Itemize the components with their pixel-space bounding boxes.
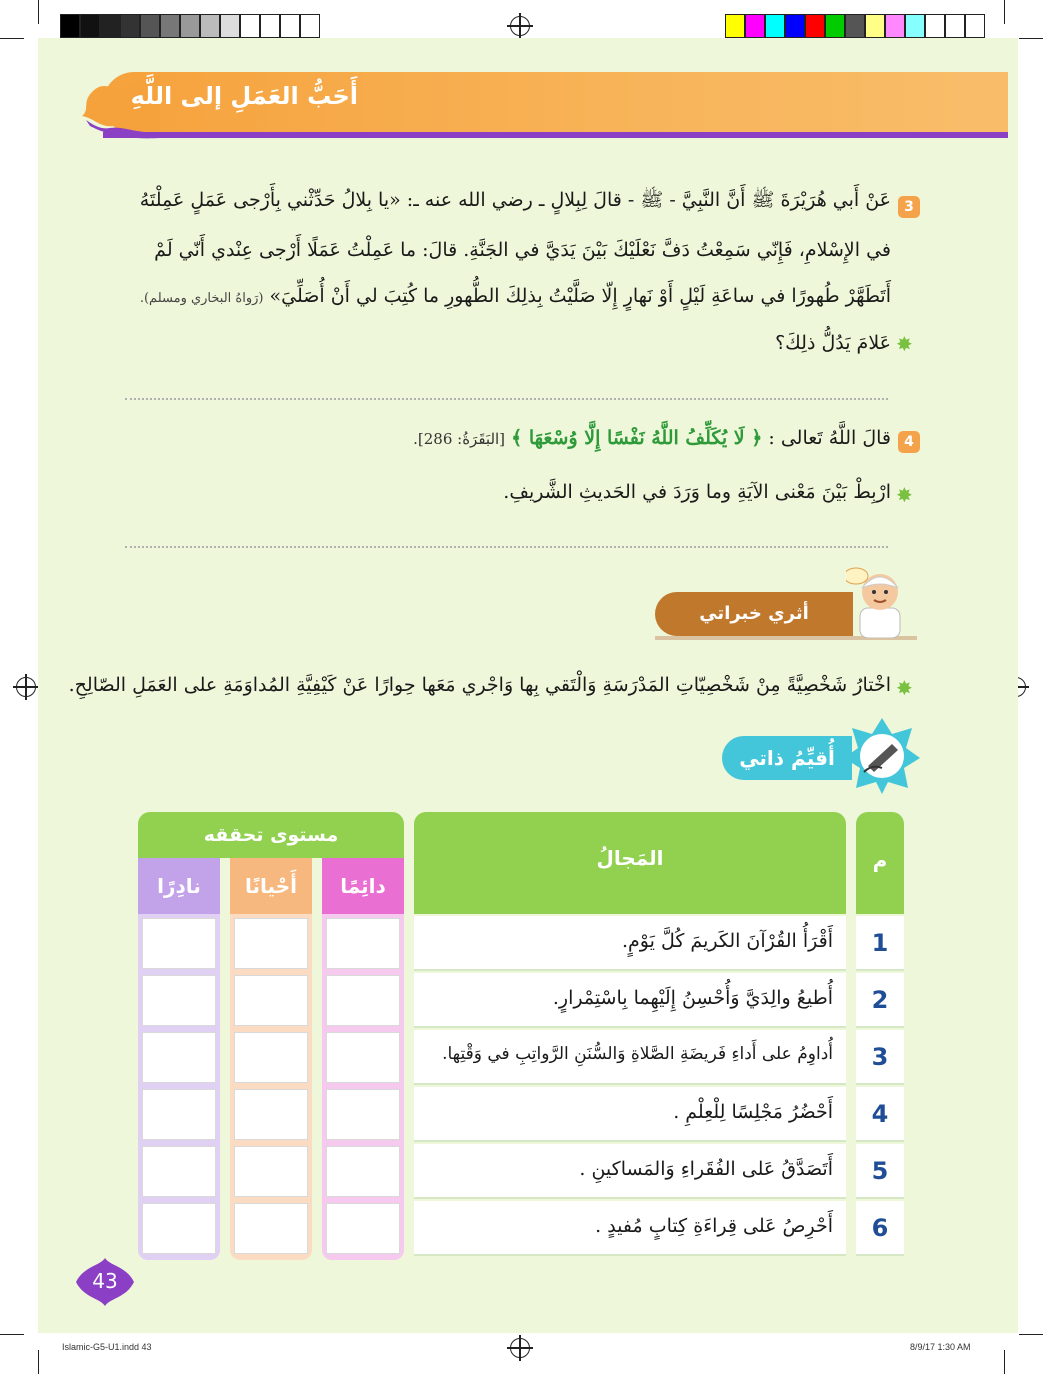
row-field-text: أَحْضُرُ مَجْلِسًا لِلْعِلْمِ . [673, 1101, 833, 1123]
checkbox-always[interactable] [326, 918, 400, 969]
self-evaluation-label: أُقيِّمُ ذاتي [722, 736, 852, 780]
level-always-header: دائِمًا [322, 858, 404, 914]
crop-mark [38, 0, 39, 24]
registration-mark-bottom [510, 1338, 530, 1358]
bullet-icon [896, 334, 916, 354]
verse-citation: [البَقَرَةُ: 286]. [413, 430, 506, 448]
level-header-text: مستوى تحققه [203, 824, 339, 846]
row-field-text: أُطيعُ والِدَيَّ وَأُحْسِنُ إِلَيْهِما بِاسْتِمْرارٍ. [552, 987, 833, 1009]
section-3-badge: 3 [898, 196, 920, 218]
checkbox-sometimes[interactable] [234, 1203, 308, 1254]
checkbox-always[interactable] [326, 1089, 400, 1140]
checkbox-always[interactable] [326, 1146, 400, 1197]
footer-file: Islamic-G5-U1.indd 43 [62, 1342, 152, 1352]
checkbox-sometimes[interactable] [234, 1032, 308, 1083]
lesson-banner [80, 72, 1008, 138]
hadith-citation: (رَواهُ البخاري ومسلم). [139, 291, 264, 306]
question-3: عَلامَ يَدُلُّ ذلِكَ؟ [775, 332, 891, 354]
row-number: 4 [871, 1100, 889, 1128]
registration-mark-top [510, 16, 530, 36]
row-number: 6 [871, 1214, 889, 1242]
crop-mark [0, 38, 24, 39]
enrichment-label: أثري خبراتي [655, 592, 853, 636]
level-rarely-header: نادِرًا [138, 858, 220, 914]
crop-mark [0, 1334, 24, 1335]
banner-underline [103, 132, 1008, 138]
row-field-text: أَتَصَدَّقُ عَلى الفُقَراءِ وَالمَساكينِ . [579, 1158, 833, 1180]
row-number: 3 [871, 1043, 889, 1071]
crop-mark [38, 1350, 39, 1374]
hadith-line-1: عَنْ أَبي هُرَيْرَةَ ﷺ أَنَّ النَّبِيَّ - ﷺ - قالَ لِبِلالٍ ـ رضي الله عنه ـ: «يا بِلالُ حَدِّثْني بِأَرْجى عَمَلٍ عَمِلْتَهُ [139, 189, 891, 211]
checkbox-sometimes[interactable] [234, 1146, 308, 1197]
row-field-text: أَقْرَأُ القُرْآنَ الكَريمَ كُلَّ يَوْمٍ. [622, 930, 833, 952]
row-field-text: أَحْرِصُ عَلى قِراءَةِ كِتابٍ مُفيدٍ . [595, 1215, 833, 1237]
row-number: 5 [871, 1157, 889, 1185]
checkbox-always[interactable] [326, 1203, 400, 1254]
verse-intro: قالَ اللَّهُ تَعالى : [768, 427, 891, 449]
grayscale-bar [60, 14, 320, 38]
pencil-star-icon [842, 716, 922, 796]
checkbox-rarely[interactable] [142, 1032, 216, 1083]
crop-mark [1004, 1350, 1005, 1374]
footer-timestamp: 8/9/17 1:30 AM [910, 1342, 971, 1352]
page-number-badge [76, 1258, 134, 1306]
task-4: ارْبِطْ بَيْنَ مَعْنى الآيَةِ وما وَرَدَ في الحَديثِ الشَّريفِ. [503, 481, 891, 503]
checkbox-rarely[interactable] [142, 1146, 216, 1197]
number-header-text: م [872, 848, 888, 872]
checkbox-rarely[interactable] [142, 975, 216, 1026]
checkbox-sometimes[interactable] [234, 918, 308, 969]
crop-mark [1019, 38, 1043, 39]
bullet-icon [896, 485, 916, 505]
field-header-text: المَجالُ [596, 846, 664, 870]
checkbox-always[interactable] [326, 1032, 400, 1083]
answer-line [125, 398, 888, 400]
registration-mark-left [16, 677, 36, 697]
checkbox-always[interactable] [326, 975, 400, 1026]
crop-mark [1004, 0, 1005, 24]
enrichment-task: اخْتارُ شَخْصِيَّةً مِنْ شَخْصِيّاتِ المَدْرَسَةِ وَالْتَقي بِها وَاجْري مَعَها حِوارًا عَنْ كَيْفِيَّةِ المُداوَمَةِ على العَمَلِ الصّالِحِ. [68, 674, 891, 696]
level-sometimes-header: أَحْيانًا [230, 858, 312, 914]
row-number: 2 [871, 986, 889, 1014]
crop-mark [1019, 1334, 1043, 1335]
hadith-line-3 [140, 285, 891, 307]
checkbox-rarely[interactable] [142, 1089, 216, 1140]
page-number: 43 [92, 1269, 118, 1293]
color-bar [725, 14, 985, 38]
checkbox-sometimes[interactable] [234, 975, 308, 1026]
hadith-line-2: في الإِسْلامِ، فَإِنّي سَمِعْتُ دَفَّ نَعْلَيْكَ بَيْنَ يَدَيَّ في الجَنَّةِ. قالَ: ما عَمِلْتُ عَمَلًا أَرْجى عِنْدي أَنّي لَمْ [154, 239, 891, 261]
verse-line [413, 427, 891, 449]
section-4-badge: 4 [898, 431, 920, 453]
answer-line [125, 546, 888, 548]
bullet-icon [896, 678, 916, 698]
checkbox-sometimes[interactable] [234, 1089, 308, 1140]
checkbox-rarely[interactable] [142, 1203, 216, 1254]
lesson-title: أَحَبُّ العَمَلِ إلى اللَّهِ [130, 82, 358, 110]
checkbox-rarely[interactable] [142, 918, 216, 969]
hadith-line-3-text: أَتَطَهَّرْ طُهورًا في ساعَةِ لَيْلٍ أَوْ نَهارٍ إِلّا صَلَّيْتُ بِذلِكَ الطُّهورِ ما كُتِبَ لي أَنْ أُصَلِّيَ» [269, 285, 891, 307]
row-number: 1 [871, 929, 889, 957]
row-field-text: أُداوِمُ على أَداءِ فَريضَةِ الصَّلاةِ وَالسُّنَنِ الرَّواتِبِ في وَقْتِها. [442, 1044, 833, 1064]
student-avatar-icon [846, 562, 914, 638]
quran-verse: ﴿ لَا يُكَلِّفُ اللَّهُ نَفْسًا إِلَّا وُسْعَهَا ﴾ [511, 427, 763, 449]
